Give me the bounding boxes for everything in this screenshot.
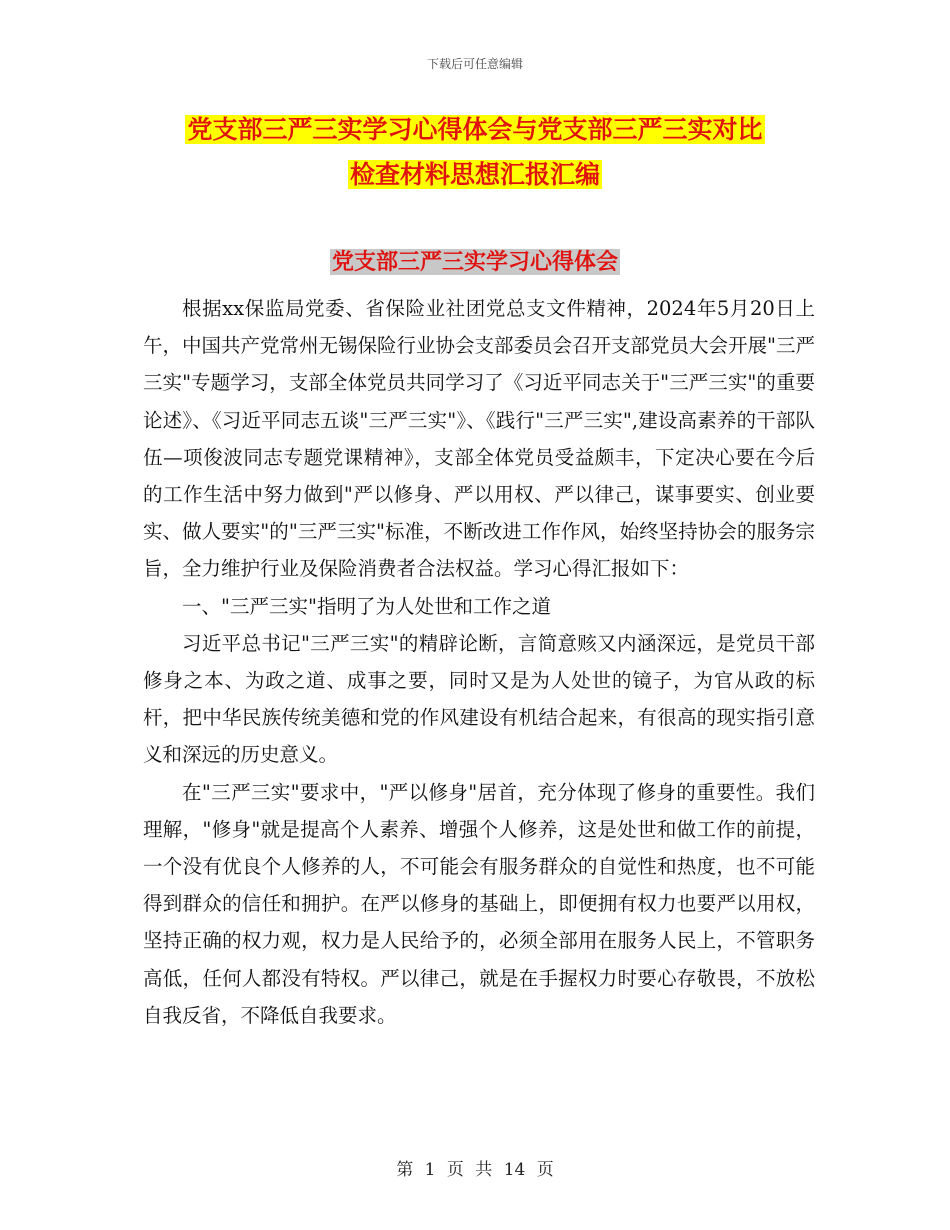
main-title-line-1-text: 党支部三严三实学习心得体会与党支部三严三实对比 [187, 115, 763, 144]
paragraph-heading: 一、"三严三实"指明了为人处世和工作之道 [182, 594, 551, 618]
paragraph: 习近平总书记"三严三实"的精辟论断，言简意赅又内涵深远，是党员干部修身之本、为政之道、成事之要，同时又是为人处世的镜子，为官从政的标杆，把中华民族传统美德和党的作风建设有机结合起来，有很高的现实指引意义和深远的历史意义。 [143, 631, 815, 767]
main-title-line-2-text: 检查材料思想汇报汇编 [349, 160, 600, 189]
section-title [0, 246, 950, 278]
header-note: 下载后可任意编辑 [426, 57, 523, 71]
main-title-line-2 [0, 158, 950, 192]
body-text [143, 290, 815, 1034]
section-title-text: 党支部三严三实学习心得体会 [331, 249, 618, 275]
main-title-line-1 [0, 113, 950, 147]
page-footer: 第 1 页 共 14 页 [396, 1160, 554, 1180]
paragraph: 根据xx保监局党委、省保险业社团党总支文件精神，2024年5月20日上午，中国共产党常州无锡保险行业协会支部委员会召开支部党员大会开展"三严三实"专题学习，支部全体党员共同学习了《习近平同志关于"三严三实"的重要论述》、《习近平同志五谈"三严三实"》、《践行"三严三实",建设高素养的干部队伍—项俊波同志专题党课精神》，支部全体党员受益颇丰，下定决心要在今后的工作生活中努力做到"严以修身、严以用权、严以律己，谋事要实、创业要实、做人要实"的"三严三实"标准，不断改进工作作风，始终坚持协会的服务宗旨，全力维护行业及保险消费者合法权益。学习心得汇报如下： [143, 297, 815, 581]
paragraph: 在"三严三实"要求中，"严以修身"居首，充分体现了修身的重要性。我们理解，"修身"就是提高个人素养、增强个人修养，这是处世和做工作的前提，一个没有优良个人修养的人，不可能会有服务群众的自觉性和热度，也不可能得到群众的信任和拥护。在严以修身的基础上，即便拥有权力也要严以用权，坚持正确的权力观，权力是人民给予的，必须全部用在服务人民上，不管职务高低，任何人都没有特权。严以律己，就是在手握权力时要心存敬畏，不放松自我反省，不降低自我要求。 [143, 780, 815, 1027]
